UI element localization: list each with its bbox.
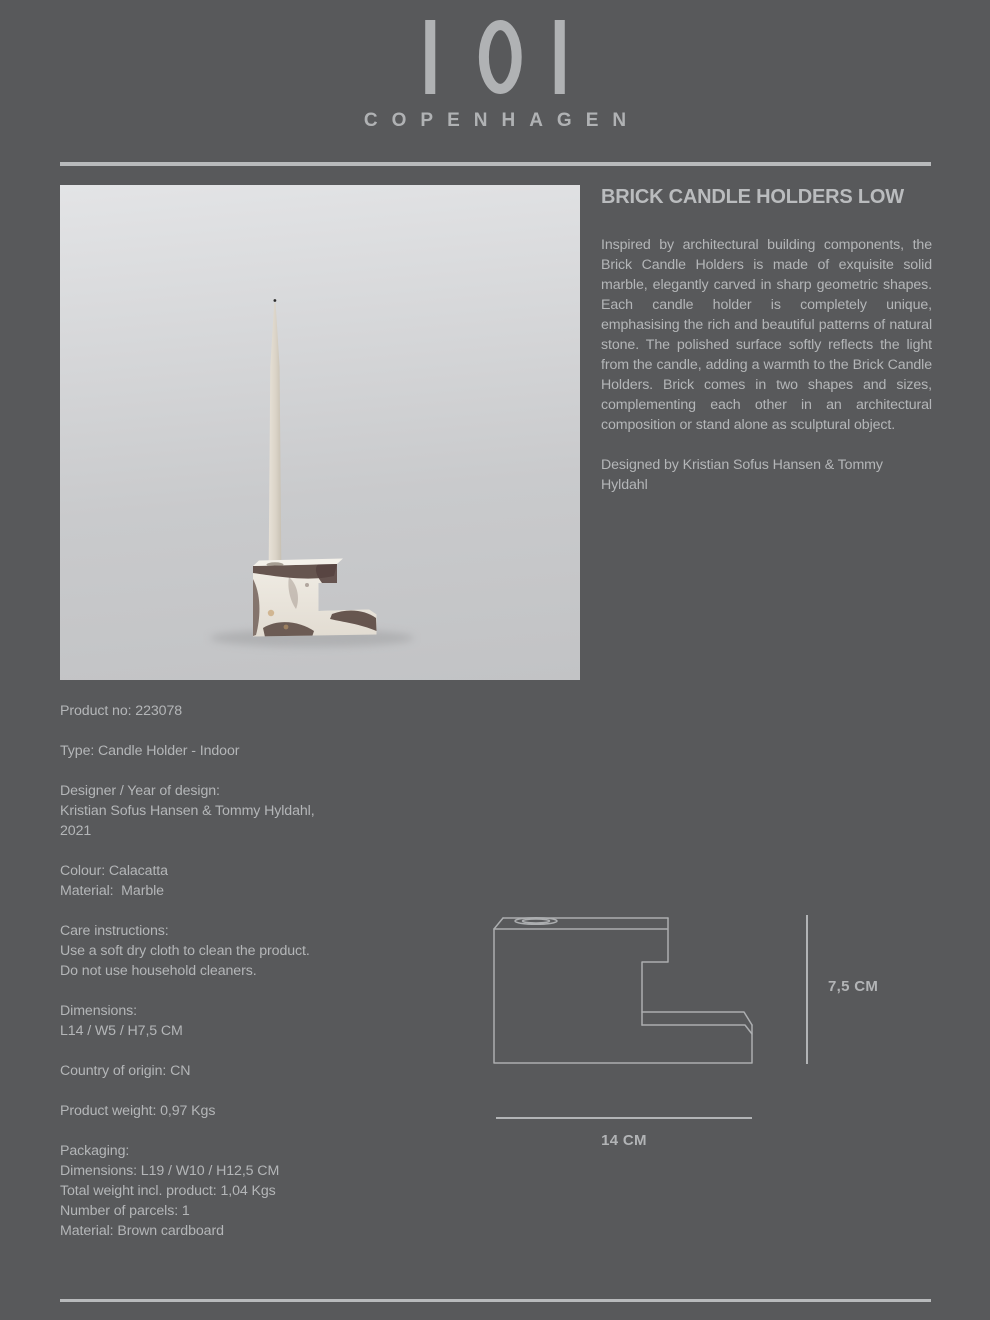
- technical-drawing: [485, 910, 785, 1070]
- spec-line: Use a soft dry cloth to clean the product.: [60, 943, 310, 959]
- length-dimension-line: [496, 1117, 752, 1119]
- product-info: [601, 186, 932, 495]
- length-dimension-label: 14 CM: [601, 1132, 647, 1149]
- spec-line: Dimensions:: [60, 1003, 137, 1019]
- spec-product-weight: [60, 1101, 480, 1121]
- product-specs: [60, 701, 480, 1261]
- spec-line: L14 / W5 / H7,5 CM: [60, 1023, 183, 1039]
- candle: [269, 303, 282, 575]
- product-description: Inspired by architectural building components, the Brick Candle Holders is made of exquisite solid marble, elegantly carved in sharp geometric shapes. Each candle holder is completely unique, emphasising the rich and beautiful patterns of natural stone. The polished surface softly reflects the light from the candle, adding a warmth to the Brick Candle Holders. Brick comes in two shapes and sizes, complementing each other in an architectural composition or stand alone as sculptural object.: [601, 237, 932, 433]
- logo-subtext: COPENHAGEN: [363, 110, 641, 131]
- spec-line: Total weight incl. product: 1,04 Kgs: [60, 1183, 276, 1199]
- spec-line: Number of parcels: 1: [60, 1203, 190, 1219]
- spec-line: Product no: 223078: [60, 703, 183, 719]
- spec-line: Type: Candle Holder - Indoor: [60, 743, 240, 759]
- designed-by: Designed by Kristian Sofus Hansen & Tommy Hyldahl: [601, 457, 883, 493]
- footer-divider: [60, 1299, 931, 1302]
- spec-care-instructions: [60, 921, 480, 981]
- spec-dimensions: [60, 1001, 480, 1041]
- spec-line: 2021: [60, 823, 92, 839]
- spec-line: Dimensions: L19 / W10 / H12,5 CM: [60, 1163, 280, 1179]
- spec-line: Designer / Year of design:: [60, 783, 220, 799]
- spec-line: Product weight: 0,97 Kgs: [60, 1103, 216, 1119]
- height-dimension-line: [806, 915, 808, 1064]
- product-title: BRICK CANDLE HOLDERS LOW: [601, 186, 904, 208]
- spec-colour-material: [60, 861, 480, 901]
- spec-designer: [60, 781, 480, 841]
- spec-line: Kristian Sofus Hansen & Tommy Hyldahl,: [60, 803, 315, 819]
- photo-scene: [60, 185, 580, 680]
- spec-packaging: [60, 1141, 480, 1241]
- brand-header: [0, 0, 990, 132]
- spec-line: Material: Brown cardboard: [60, 1223, 224, 1239]
- spec-line: Care instructions:: [60, 923, 169, 939]
- spec-line: Do not use household cleaners.: [60, 963, 257, 979]
- candle-wick: [274, 299, 277, 302]
- spec-country-of-origin: [60, 1061, 480, 1081]
- logo-text: [495, 94, 496, 95]
- spec-line: Colour: Calacatta: [60, 863, 168, 879]
- header-divider: [60, 162, 931, 166]
- product-photo: [60, 185, 580, 680]
- spec-product-no: [60, 701, 480, 721]
- spec-type: [60, 741, 480, 761]
- height-dimension-label: 7,5 CM: [828, 978, 879, 995]
- spec-line: Country of origin: CN: [60, 1063, 191, 1079]
- spec-line: Packaging:: [60, 1143, 130, 1159]
- spec-line: Material: Marble: [60, 883, 164, 899]
- logo-101-icon: [425, 20, 565, 94]
